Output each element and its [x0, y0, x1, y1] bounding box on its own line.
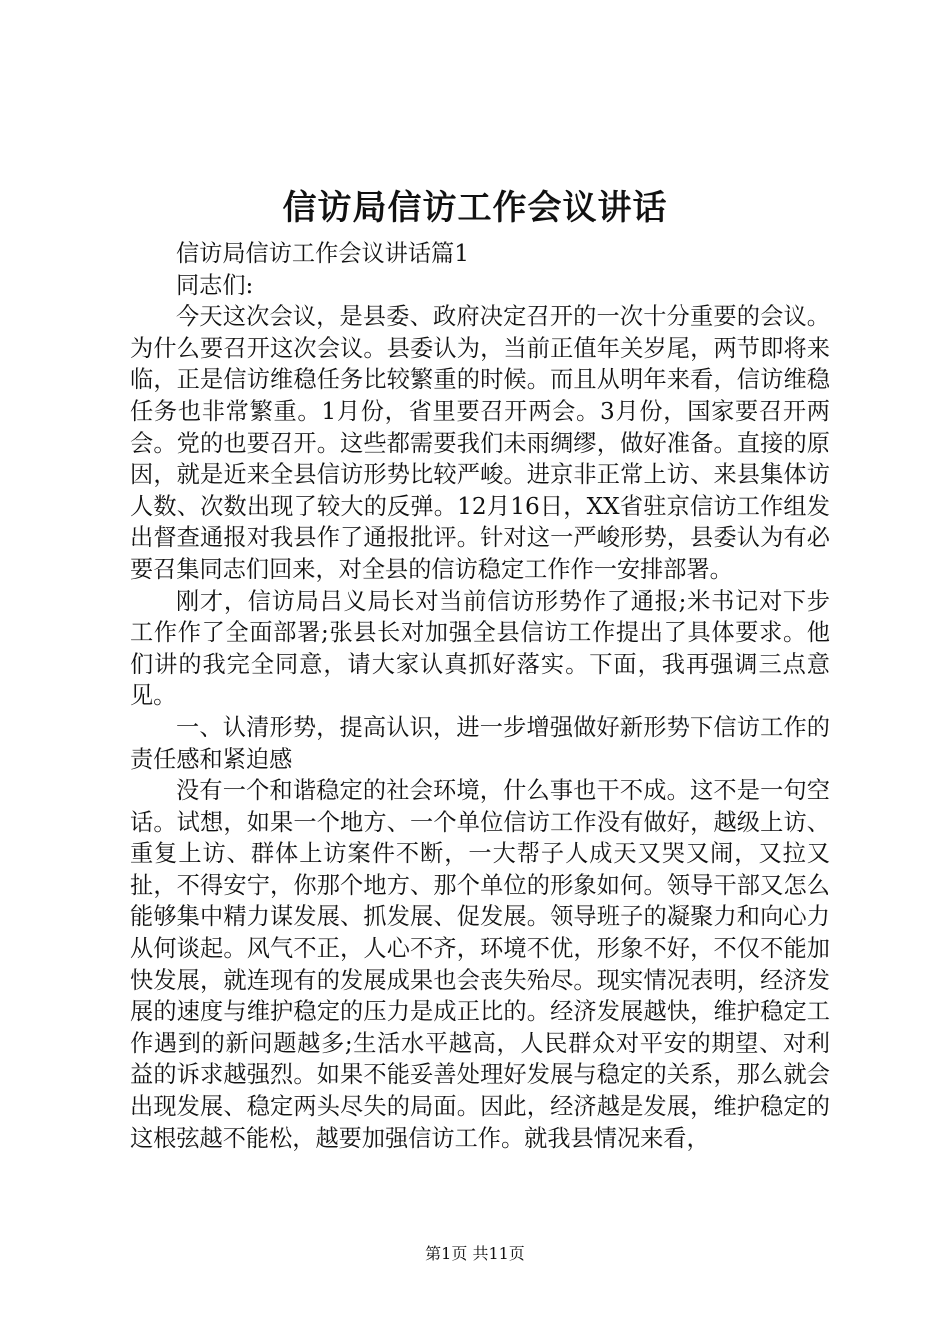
- paragraph-summary: 刚才，信访局吕义局长对当前信访形势作了通报;米书记对下步工作作了全面部署;张县长对加强全县信访工作提出了具体要求。他们讲的我完全同意，请大家认真抓好落实。下面，我再强调三点意见。: [130, 587, 830, 710]
- document-body: [130, 238, 830, 1154]
- paragraph-section-heading: 一、认清形势，提高认识，进一步增强做好新形势下信访工作的责任感和紧迫感: [130, 713, 830, 773]
- paragraph-intro: 今天这次会议，是县委、政府决定召开的一次十分重要的会议。为什么要召开这次会议。县委认为，当前正值年关岁尾，两节即将来临，正是信访维稳任务比较繁重的时候。而且从明年来看，信访维稳任务也非常繁重。1月份，省里要召开两会。3月份，国家要召开两会。党的也要召开。这些都需要我们未雨绸缪，做好准备。直接的原因，就是近来全县信访形势比较严峻。进京非正常上访、来县集体访人数、次数出现了较大的反弹。12月16日，XX省驻京信访工作组发出督查通报对我县作了通报批评。针对这一严峻形势，县委认为有必要召集同志们回来，对全县的信访稳定工作作一安排部署。: [130, 303, 830, 583]
- paragraph-section-body: 没有一个和谐稳定的社会环境，什么事也干不成。这不是一句空话。试想，如果一个地方、一个单位信访工作没有做好，越级上访、重复上访、群体上访案件不断，一大帮子人成天又哭又闹，又拉又扯，不得安宁，你那个地方、那个单位的形象如何。领导干部又怎么能够集中精力谋发展、抓发展、促发展。领导班子的凝聚力和向心力从何谈起。风气不正，人心不齐，环境不优，形象不好，不仅不能加快发展，就连现有的发展成果也会丧失殆尽。现实情况表明，经济发展的速度与维护稳定的压力是成正比的。经济发展越快，维护稳定工作遇到的新问题越多;生活水平越高，人民群众对平安的期望、对利益的诉求越强烈。如果不能妥善处理好发展与稳定的关系，那么就会出现发展、稳定两头尽失的局面。因此，经济越是发展，维护稳定的这根弦越不能松，越要加强信访工作。就我县情况来看，: [130, 777, 830, 1152]
- paragraph-heading: 信访局信访工作会议讲话篇1: [176, 240, 470, 267]
- page-number: 第1页 共11页: [425, 1244, 525, 1263]
- paragraph-salutation: 同志们:: [176, 271, 254, 299]
- document-title: 信访局信访工作会议讲话: [282, 188, 668, 228]
